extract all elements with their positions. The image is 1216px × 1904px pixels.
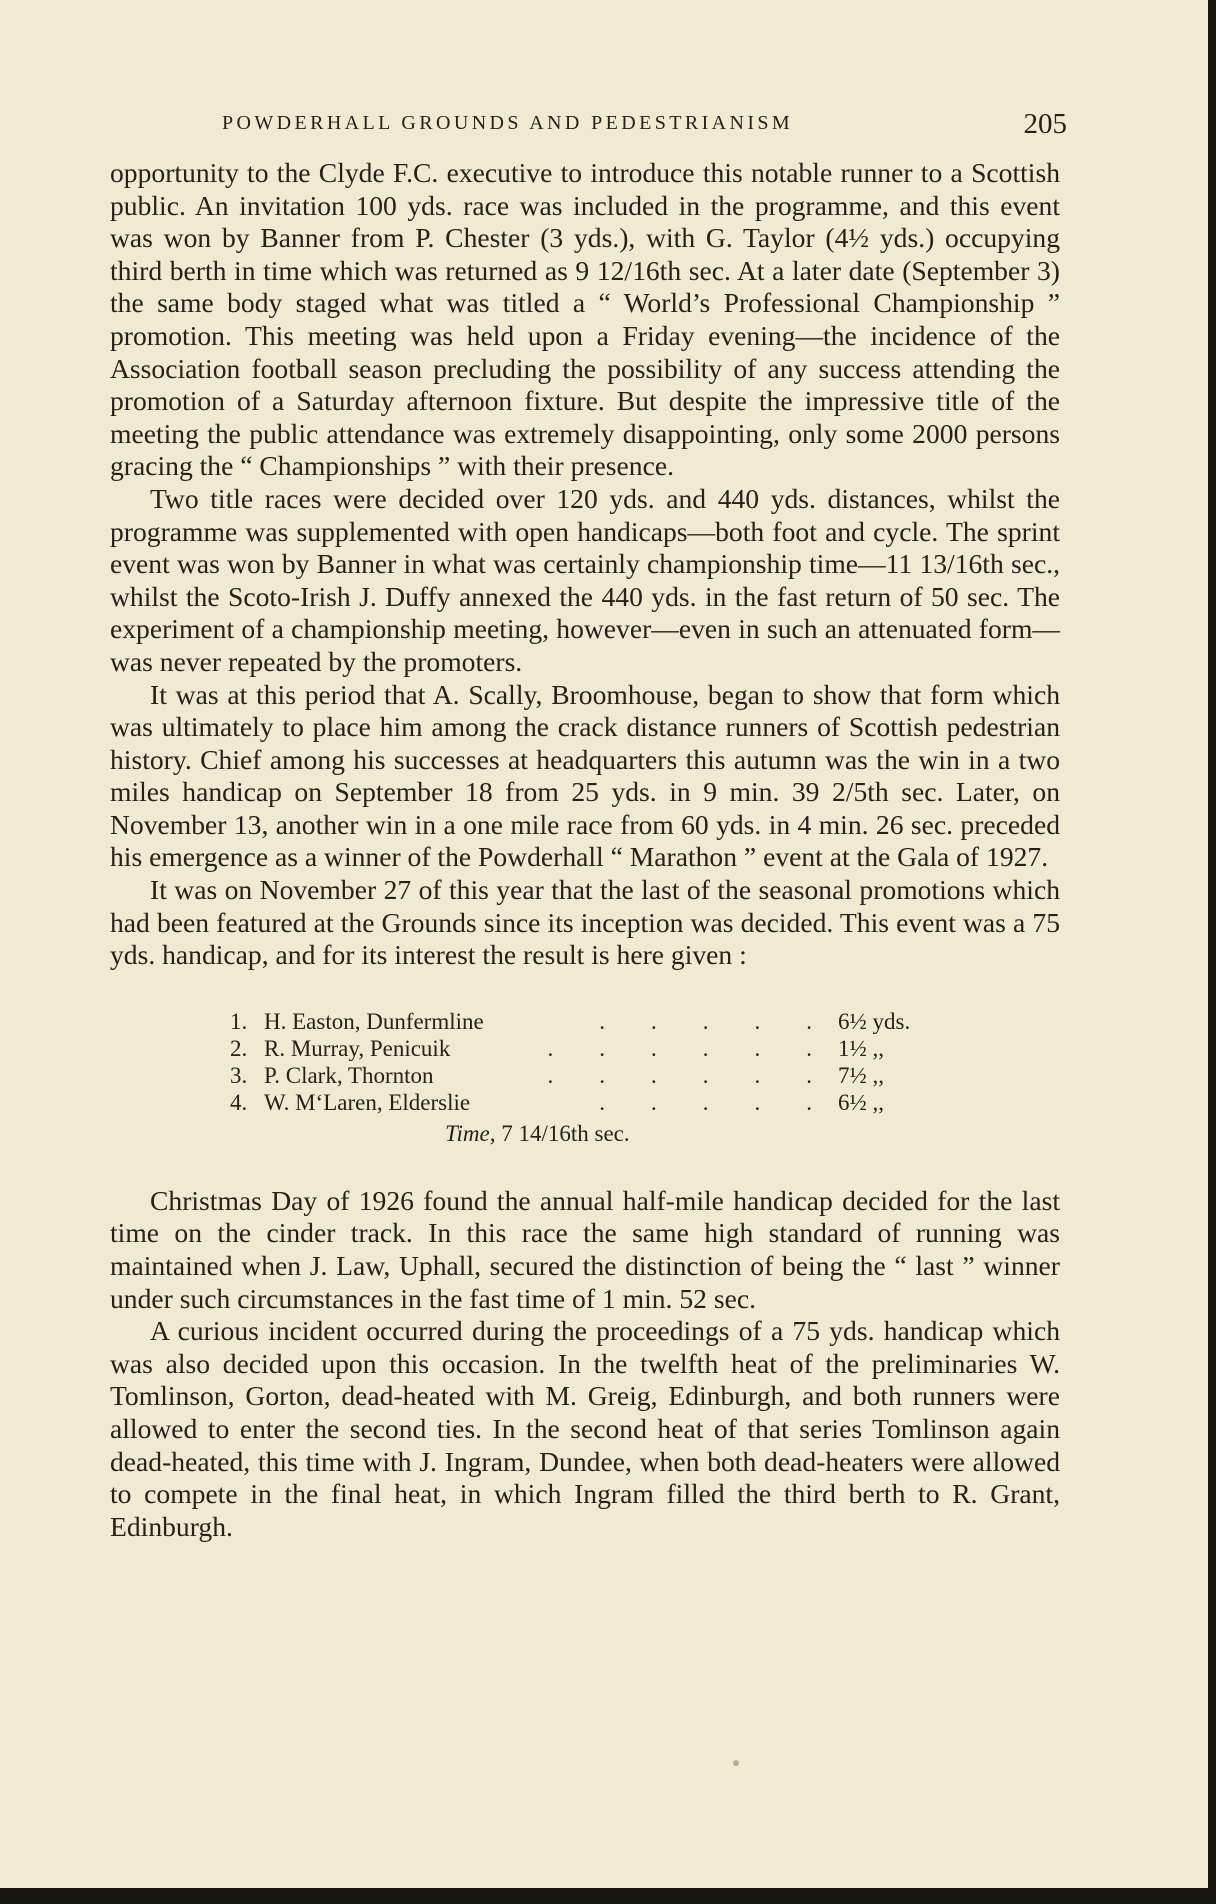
paragraph-5: Christmas Day of 1926 found the annual half-mile handicap decided for the last time on the cinder track. In this race the same high standard of running was maintained when J. Law, Uphall, secured the distinction of being the “ last ” winner under such circumstances in the fast time of 1 min. 52 sec. (110, 1184, 1060, 1314)
result-name: P. Clark, Thornton (264, 1062, 434, 1088)
result-position: 3. (230, 1062, 248, 1088)
paragraph-6: A curious incident occurred during the proceedings of a 75 yds. handicap which was also decided upon this occasion. In the twelfth heat of the preliminaries W. Tomlinson, Gorton, dead-heated with M. Greig, Edinburgh, and both runners were allowed to enter the second ties. In the second heat of that series Tomlinson again dead-heated, this time with J. Ingram, Dundee, when both dead-heaters were allowed to compete in the final heat, in which Ingram filled the third berth to R. Grant, Edinburgh. (110, 1315, 1060, 1542)
results-list (230, 1008, 950, 1116)
result-start: 6½ ,, (838, 1089, 884, 1115)
paragraph-1: opportunity to the Clyde F.C. executive to introduce this notable runner to a Scottish public. An invitation 100 yds. race was included in the programme, and this event was won by Banner from P. Chester (3 yds.), with G. Taylor (4½ yds.) occupying third berth in time which was returned as 9 12/16th sec. At a later date (September 3) the same body staged what was titled a “ World’s Professional Championship ” promotion. This meeting was held upon a Friday evening—the incidence of the Association football season precluding the possibility of any success attending the promotion of a Saturday afternoon fixture. But despite the impressive title of the meeting the public attendance was extremely disappointing, only some 2000 persons gracing the “ Championships ” with their presence. (110, 157, 1060, 482)
running-title: POWDERHALL GROUNDS AND PEDESTRIANISM (222, 112, 794, 134)
result-name: W. M‘Laren, Elderslie (264, 1089, 471, 1115)
result-row (230, 1035, 950, 1062)
page-number: 205 (1023, 108, 1067, 140)
time-label: Time, (445, 1120, 496, 1146)
closing-paragraphs (110, 1185, 1060, 1544)
leader-dots: . . . . . . (547, 1035, 812, 1061)
result-start: 6½ yds. (838, 1008, 911, 1034)
paragraph-2: Two title races were decided over 120 yds. and 440 yds. distances, whilst the programme was supplemented with open handicaps—both foot and cycle. The sprint event was won by Banner in what was certainly championship time—11 13/16th sec., whilst the Scoto-Irish J. Duffy annexed the 440 yds. in the fast return of 50 sec. The experiment of a championship meeting, however—even in such an attenuated form—was never repeated by the promoters. (110, 482, 1060, 677)
page-body (110, 157, 1060, 1543)
page-header (222, 108, 1067, 144)
result-start: 7½ ,, (838, 1062, 884, 1088)
result-row (230, 1062, 950, 1089)
result-position: 2. (230, 1035, 248, 1061)
result-start: 1½ ,, (838, 1035, 884, 1061)
paper-speck (733, 1760, 739, 1766)
leader-dots: . . . . . (599, 1089, 812, 1115)
leader-dots: . . . . . . (547, 1062, 812, 1088)
result-row (230, 1008, 950, 1035)
result-position: 1. (230, 1008, 248, 1034)
result-name: R. Murray, Penicuik (264, 1035, 451, 1061)
result-position: 4. (230, 1089, 248, 1115)
result-row (230, 1089, 950, 1116)
time-value: 7 14/16th sec. (501, 1120, 630, 1146)
leader-dots: . . . . . (599, 1008, 812, 1034)
paragraph-4: It was on November 27 of this year that the last of the seasonal promotions which had been featured at the Grounds since its inception was decided. This event was a 75 yds. handicap, and for its interest the result is here given : (110, 874, 1060, 971)
result-name: H. Easton, Dunfermline (264, 1008, 484, 1034)
paragraph-3: It was at this period that A. Scally, Broomhouse, began to show that form which was ultimately to place him among the crack distance runners of Scottish pedestrian history. Chief among his successes at headquarters this autumn was the win in a two miles handicap on September 18 from 25 yds. in 9 min. 39 2/5th sec. Later, on November 13, another win in a one mile race from 60 yds. in 4 min. 26 sec. preceded his emergence as a winner of the Powderhall “ Marathon ” event at the Gala of 1927. (110, 678, 1060, 873)
winning-time (445, 1120, 1060, 1147)
